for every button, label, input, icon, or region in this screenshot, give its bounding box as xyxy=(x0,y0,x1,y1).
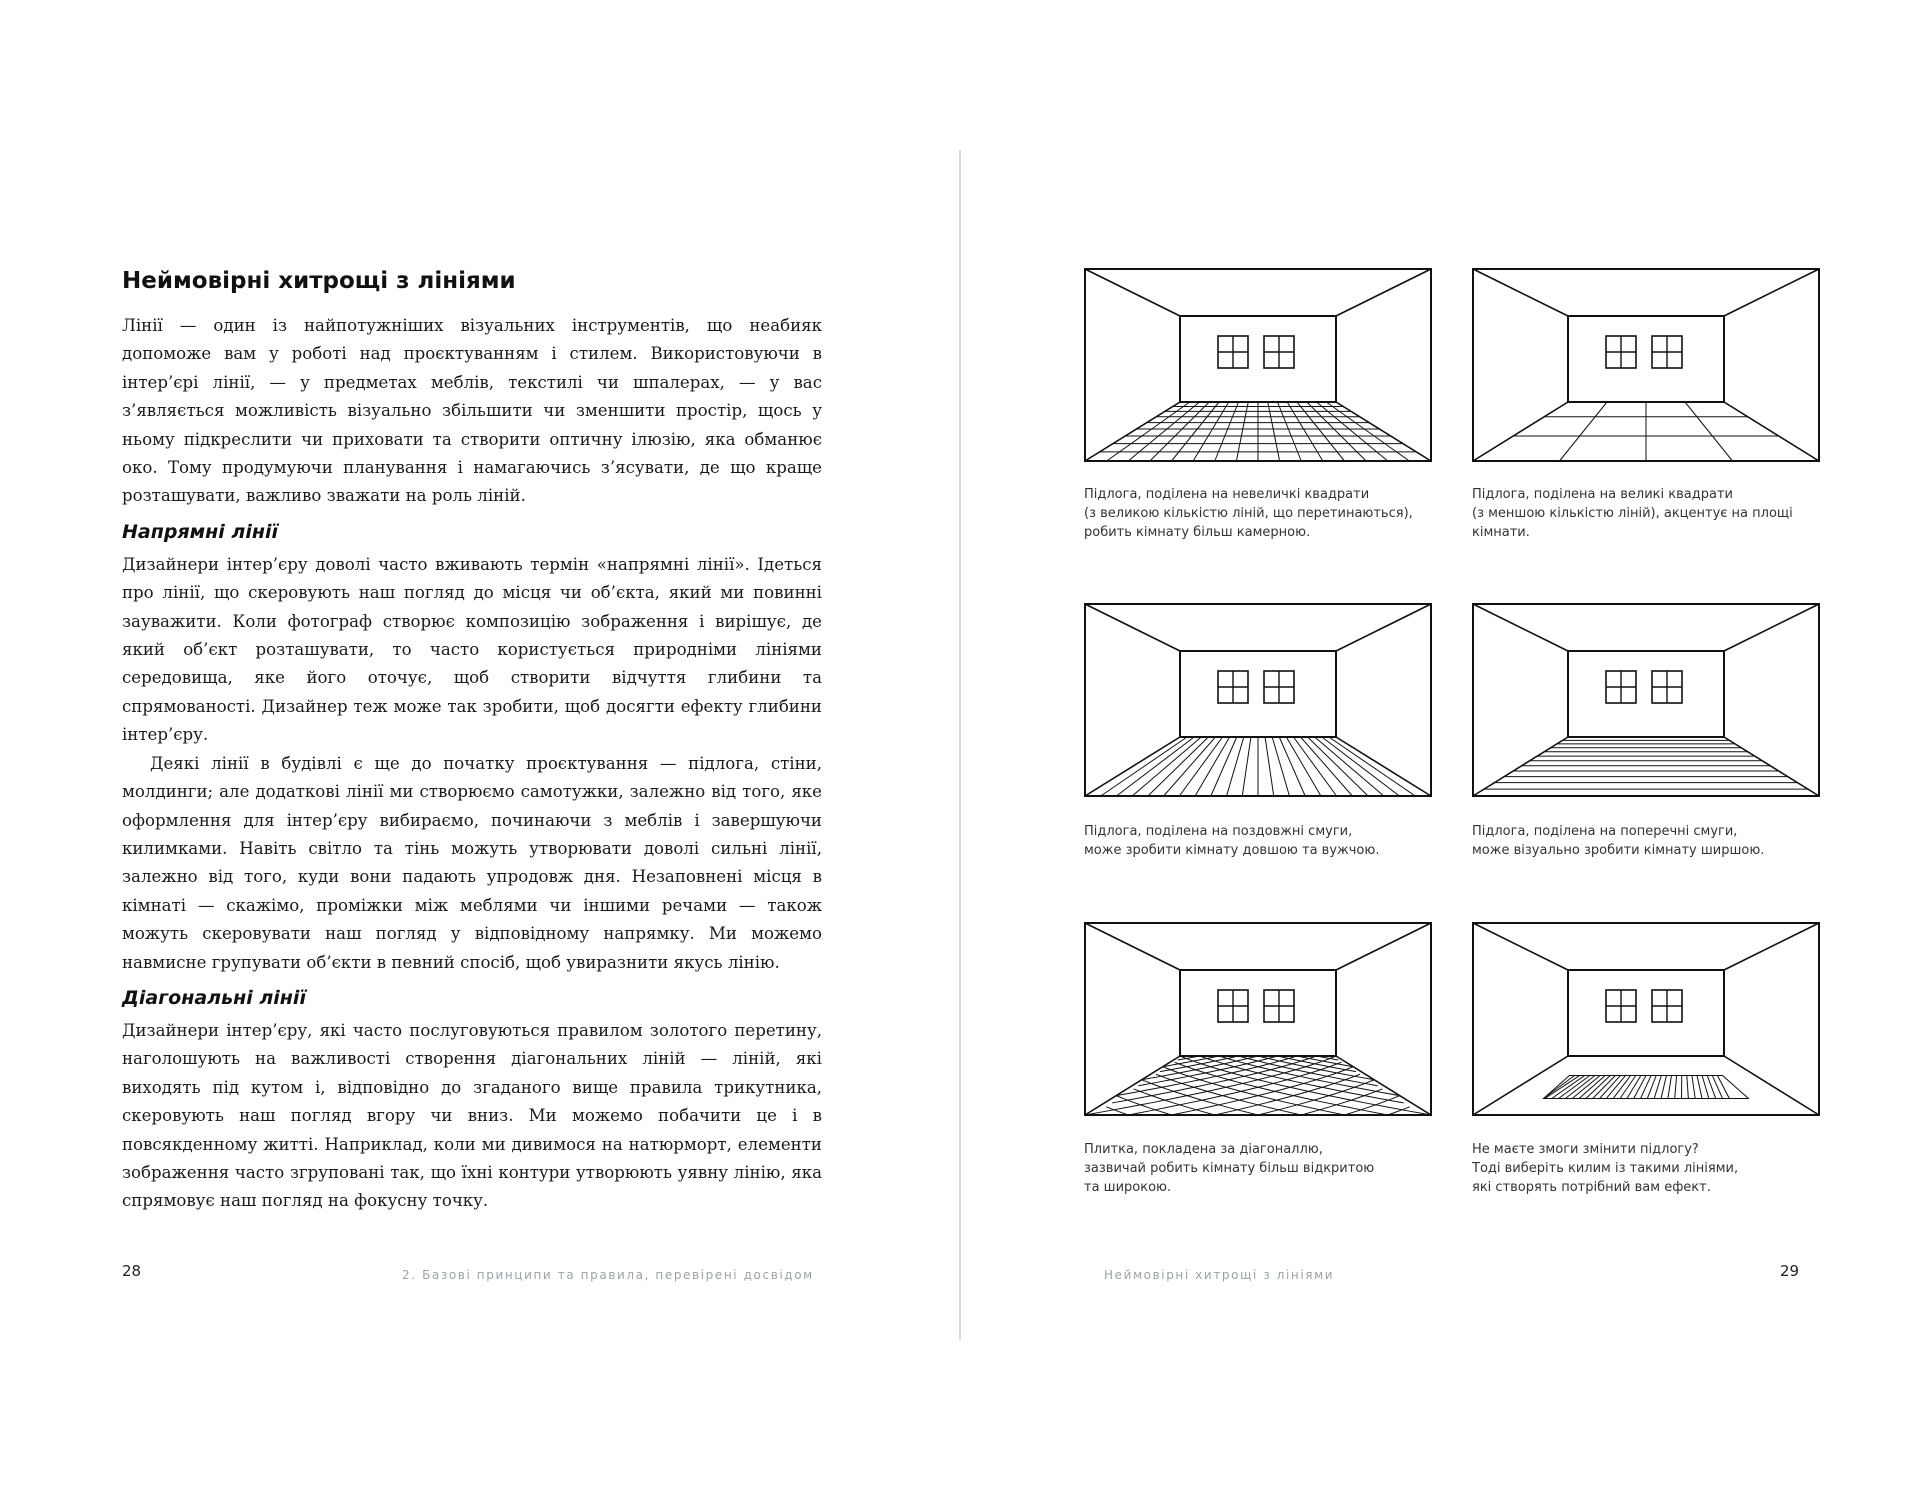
caption-line: які створять потрібний вам ефект. xyxy=(1472,1180,1711,1195)
window-icon xyxy=(1606,671,1636,703)
caption-line: Підлога, поділена на поперечні смуги, xyxy=(1472,824,1738,839)
window-icon xyxy=(1218,990,1248,1022)
floor-pattern xyxy=(1101,737,1416,796)
caption-line: Тоді виберіть килим із такими лініями, xyxy=(1472,1161,1739,1176)
room-drawing xyxy=(1472,268,1820,462)
room-drawing xyxy=(1084,922,1432,1116)
room-illustration-diagonal-tiles xyxy=(1084,922,1432,1116)
room-drawing xyxy=(1084,603,1432,797)
subheading-directional-lines: Напрямні лінії xyxy=(122,520,279,543)
floor-pattern xyxy=(1544,1075,1749,1098)
window-icon xyxy=(1218,336,1248,368)
caption-line: Плитка, покладена за діагоналлю, xyxy=(1084,1142,1323,1157)
caption-line: зазвичай робить кімнату більш відкритою xyxy=(1084,1161,1375,1176)
paragraph-directional-1: Дизайнери інтер’єру доволі часто вживають термін «напрямні лінії». Ідеться про лінії, що скеровують наш погляд до місця чи об’єкта, який ми повинні зауважити. Коли фотограф створює композицію зображення і вирішує, де який об’єкт розташувати, то часто користується природніми лініями середовища, яке його оточує, щоб створити відчуття глибини та спрямованості. Дизайнер теж може так зробити, щоб досягти ефекту глибини інтер’єру. xyxy=(122,554,822,745)
caption-line: та широкою. xyxy=(1084,1180,1172,1195)
floor-pattern xyxy=(1085,1056,1431,1115)
caption-line: (з великою кількістю ліній, що перетинаються), xyxy=(1084,506,1413,521)
window-icon xyxy=(1606,990,1636,1022)
caption-line: кімнати. xyxy=(1472,525,1530,540)
window-icon xyxy=(1264,671,1294,703)
window-icon xyxy=(1652,990,1682,1022)
room-illustration-longitudinal-stripes xyxy=(1084,603,1432,797)
window-icon xyxy=(1218,671,1248,703)
window-icon xyxy=(1606,336,1636,368)
window-icon xyxy=(1652,336,1682,368)
page-title: Неймовірні хитрощі з лініями xyxy=(122,268,516,294)
floor-pattern xyxy=(1100,402,1417,461)
figure-caption xyxy=(1472,822,1832,860)
room-drawing xyxy=(1472,922,1820,1116)
subheading-diagonal-lines: Діагональні лінії xyxy=(122,986,306,1009)
page-number-right: 29 xyxy=(1780,1262,1800,1280)
room-drawing xyxy=(1084,268,1432,462)
caption-line: може зробити кімнату довшою та вужчою. xyxy=(1084,843,1380,858)
paragraph-directional-2: Деякі лінії в будівлі є ще до початку проєктування — підлога, стіни, молдинги; але додаткові лінії ми створюємо самотужки, залежно від того, яке оформлення для інтер’єру вибираємо, починаючи з меблів і завершуючи килимками. Навіть світло та тінь можуть утворювати доволі сильні лінії, залежно від того, куди вони падають упродовж дня. Незаповнені місця в кімнаті — скажімо, проміжки між меблями чи іншими речами — також можуть скеровувати наш погляд у відповідному напрямку. Ми можемо навмисне групувати об’єкти в певний спосіб, щоб увиразнити якусь лінію. xyxy=(122,753,822,972)
figure-caption xyxy=(1084,822,1444,860)
figure-caption xyxy=(1472,1140,1832,1197)
room-illustration-large-grid xyxy=(1472,268,1820,462)
room-illustration-transverse-stripes xyxy=(1472,603,1820,797)
caption-line: Підлога, поділена на невеличкі квадрати xyxy=(1084,487,1370,502)
running-head-left: 2. Базові принципи та правила, перевірені досвідом xyxy=(402,1268,814,1282)
window-icon xyxy=(1264,990,1294,1022)
caption-line: може візуально зробити кімнату ширшою. xyxy=(1472,843,1765,858)
window-icon xyxy=(1264,336,1294,368)
running-head-right: Неймовірні хитрощі з лініями xyxy=(1104,1268,1335,1282)
left-page-text xyxy=(122,268,822,1216)
gutter-divider xyxy=(959,150,961,1340)
figure-caption xyxy=(1472,485,1832,542)
figure-caption xyxy=(1084,485,1444,542)
caption-line: Не маєте змоги змінити підлогу? xyxy=(1472,1142,1699,1157)
intro-paragraph: Лінії — один із найпотужніших візуальних інструментів, що неабияк допоможе вам у роботі над проєктуванням і стилем. Використовуючи в інтер’єрі лінії, — у предметах меблів, текстилі чи шпалерах, — у вас з’являється можливість візуально збільшити чи зменшити простір, щось у ньому підкреслити чи приховати та створити оптичну ілюзію, яка обманює око. Тому продумуючи планування і намагаючись з’ясувати, де що краще розташувати, важливо зважати на роль ліній. xyxy=(122,316,822,506)
room-illustration-small-grid xyxy=(1084,268,1432,462)
paragraph-diagonal: Дизайнери інтер’єру, які часто послуговуються правилом золотого перетину, наголошують на важливості створення діагональних ліній — ліній, які виходять під кутом і, відповідно до згаданого вище правила трикутника, скеровують наш погляд вгору чи вниз. Ми можемо побачити це і в повсякденному житті. Наприклад, коли ми дивимося на натюрморт, елементи зображення часто згруповані так, що їхні контури утворюють уявну лінію, яка спрямовує наш погляд на фокусну точку. xyxy=(122,1020,822,1211)
caption-line: Підлога, поділена на великі квадрати xyxy=(1472,487,1733,502)
page-number-left: 28 xyxy=(122,1262,142,1280)
room-illustration-striped-rug xyxy=(1472,922,1820,1116)
window-icon xyxy=(1652,671,1682,703)
figure-caption xyxy=(1084,1140,1444,1197)
caption-line: Підлога, поділена на поздовжні смуги, xyxy=(1084,824,1353,839)
room-drawing xyxy=(1472,603,1820,797)
floor-pattern xyxy=(1484,740,1808,789)
caption-line: (з меншою кількістю ліній), акцентує на площі xyxy=(1472,506,1793,521)
caption-line: робить кімнату більш камерною. xyxy=(1084,525,1311,540)
